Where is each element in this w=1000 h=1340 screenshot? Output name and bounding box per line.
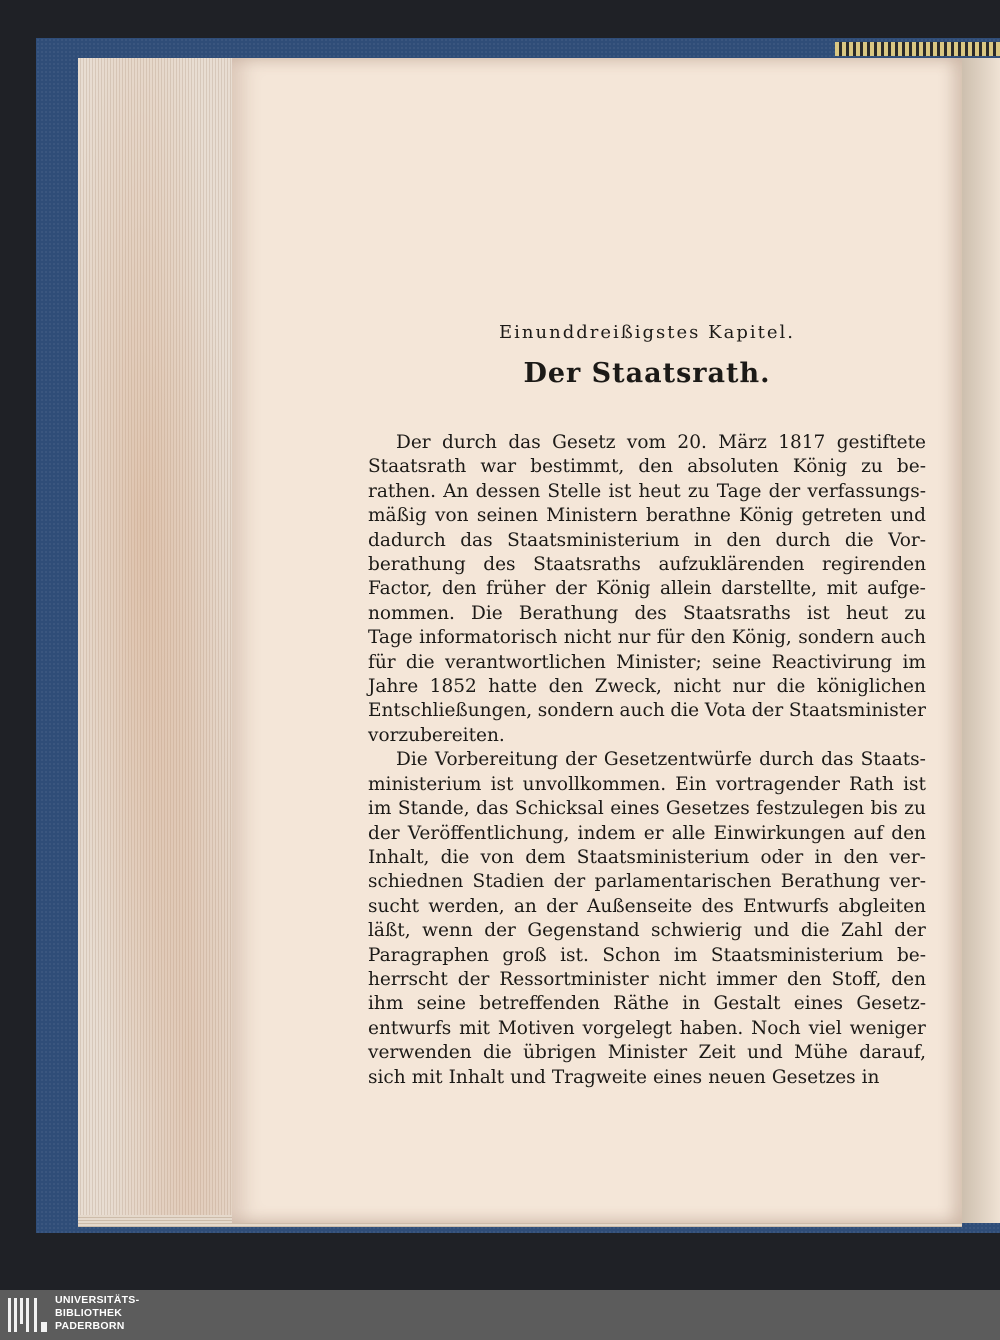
text-line xyxy=(368,919,926,943)
word: Tage xyxy=(368,627,413,649)
word: Die xyxy=(396,749,428,771)
word: Mühe xyxy=(794,1042,848,1064)
text-line xyxy=(368,1041,926,1065)
word: Zweck, xyxy=(594,676,662,698)
word: be- xyxy=(896,944,926,966)
word: Stande, xyxy=(397,798,470,820)
word: viel xyxy=(808,1017,842,1039)
word: übrigen xyxy=(523,1042,597,1064)
word: unvollkommen. xyxy=(522,773,667,795)
word: Staatsminister xyxy=(788,700,926,722)
word: Entwurfs xyxy=(743,895,829,917)
word: 1852 xyxy=(429,676,477,698)
word: das xyxy=(460,529,493,551)
chapter-title: Der Staatsrath. xyxy=(523,358,771,389)
word: der xyxy=(457,968,490,990)
word: Einwirkungen xyxy=(713,822,846,844)
text-line xyxy=(368,846,926,870)
word: in xyxy=(814,846,833,868)
word: festzulegen xyxy=(756,798,865,820)
word: Staatsministerium xyxy=(710,944,884,966)
page-text xyxy=(368,322,926,1090)
word: getreten xyxy=(801,505,882,527)
text-line xyxy=(368,992,926,1016)
word: früher xyxy=(486,578,546,600)
word: das xyxy=(476,798,509,820)
word: sondern xyxy=(537,700,614,722)
word: den xyxy=(638,456,674,478)
word: Gegenstand xyxy=(527,920,640,942)
text-line xyxy=(368,431,926,455)
logo-line-3: PADERBORN xyxy=(55,1320,125,1332)
word: zu xyxy=(904,798,926,820)
word: König, xyxy=(731,627,792,649)
word: zu xyxy=(904,602,926,624)
word: Zeit xyxy=(698,1042,736,1064)
word: neuen xyxy=(708,1066,766,1088)
word: der xyxy=(768,480,801,502)
word: berathne xyxy=(645,505,731,527)
word: ist xyxy=(903,773,926,795)
word: absoluten xyxy=(687,456,779,478)
word: An xyxy=(443,480,469,502)
word: dadurch xyxy=(368,529,446,551)
word: sich xyxy=(368,1066,406,1088)
word: Staatsministerium xyxy=(576,846,750,868)
word: mit xyxy=(411,1066,443,1088)
word: den xyxy=(726,529,762,551)
word: Stelle xyxy=(547,480,602,502)
word: be- xyxy=(896,456,926,478)
word: war xyxy=(480,456,517,478)
word: Staatsraths xyxy=(533,554,641,576)
word: ihm xyxy=(368,993,404,1015)
word: Vorbereitung xyxy=(434,749,559,771)
text-line xyxy=(368,773,926,797)
word: den xyxy=(843,846,879,868)
text-line xyxy=(368,797,926,821)
word: mit xyxy=(459,1017,490,1039)
text-line xyxy=(368,748,926,772)
word: aufge- xyxy=(867,578,926,600)
paragraph-2 xyxy=(368,748,926,1090)
word: in xyxy=(682,993,701,1015)
word: vorzubereiten. xyxy=(368,724,505,746)
word: des xyxy=(483,554,516,576)
word: die xyxy=(800,920,830,942)
word: vom xyxy=(626,432,667,453)
word: sondern xyxy=(798,627,875,649)
paragraph-1 xyxy=(368,431,926,748)
word: Factor, xyxy=(368,578,433,600)
word: aufzuklärenden xyxy=(658,554,805,576)
word: König xyxy=(596,578,651,600)
text-line xyxy=(368,1066,926,1090)
word: auch xyxy=(619,700,665,722)
word: den xyxy=(548,676,584,698)
word: heut xyxy=(638,480,681,502)
word: den xyxy=(786,968,822,990)
text-line xyxy=(368,944,926,968)
word: bestimmt, xyxy=(530,456,625,478)
word: Ministern xyxy=(546,505,638,527)
word: der xyxy=(546,895,578,917)
word: Gesetzes xyxy=(665,798,750,820)
word: seine xyxy=(712,651,762,673)
word: Die xyxy=(471,602,503,624)
word: entwurfs xyxy=(368,1017,452,1039)
word: groß xyxy=(502,944,547,966)
word: der xyxy=(894,920,926,942)
text-line xyxy=(368,577,926,601)
word: Stoff, xyxy=(831,968,882,990)
word: nicht xyxy=(673,676,721,698)
word: Zahl xyxy=(841,920,883,942)
word: Paragraphen xyxy=(368,944,489,966)
word: Schon xyxy=(602,944,661,966)
word: allein xyxy=(660,578,712,600)
word: hatte xyxy=(488,676,538,698)
word: auch xyxy=(880,627,926,649)
word: Gesetz- xyxy=(856,993,926,1015)
book-headband xyxy=(835,42,1000,56)
word: sucht xyxy=(368,895,420,917)
word: ist xyxy=(608,480,632,502)
word: der xyxy=(368,822,400,844)
word: Gesetzentwürfe xyxy=(603,749,752,771)
text-line xyxy=(368,455,926,479)
word: eines xyxy=(610,798,660,820)
word: ist. xyxy=(560,944,589,966)
word: durch xyxy=(775,529,831,551)
word: regirenden xyxy=(822,554,926,576)
word: Staats- xyxy=(860,749,926,771)
word: dem xyxy=(525,846,566,868)
text-line xyxy=(368,822,926,846)
word: betreffenden xyxy=(479,993,600,1015)
word: durch xyxy=(442,432,497,453)
word: Stadien xyxy=(472,871,545,893)
word: in xyxy=(694,529,712,551)
word: nur xyxy=(732,676,766,698)
word: weniger xyxy=(849,1017,926,1039)
word: Der xyxy=(396,432,431,453)
word: vorgelegt xyxy=(582,1017,672,1039)
word: die xyxy=(405,651,435,673)
word: herrscht xyxy=(368,968,448,990)
library-logo-text xyxy=(55,1294,139,1333)
word: von xyxy=(480,846,515,868)
word: Vor- xyxy=(888,529,926,551)
logo-line-2: BIBLIOTHEK xyxy=(55,1307,123,1319)
word: an xyxy=(513,895,537,917)
word: immer xyxy=(716,968,777,990)
word: nommen. xyxy=(368,602,455,624)
word: seinen xyxy=(476,505,538,527)
word: darauf, xyxy=(859,1042,926,1064)
word: März xyxy=(718,432,767,453)
word: Entschließungen, xyxy=(368,700,533,722)
word: 20. xyxy=(677,432,707,453)
word: verfassungs- xyxy=(807,480,926,502)
word: im xyxy=(673,944,698,966)
text-line xyxy=(368,724,926,748)
word: König xyxy=(792,456,848,478)
word: heut xyxy=(845,602,889,624)
word: ministerium xyxy=(368,773,482,795)
word: das xyxy=(821,749,854,771)
word: mäßig xyxy=(368,505,427,527)
word: den xyxy=(690,627,726,649)
word: abgleiten xyxy=(838,895,926,917)
word: ver- xyxy=(889,871,926,893)
word: im xyxy=(902,651,926,673)
word: Inhalt xyxy=(448,1066,505,1088)
text-line xyxy=(368,529,926,553)
word: Noch xyxy=(751,1017,801,1039)
word: dessen xyxy=(475,480,541,502)
word: wenn xyxy=(422,920,473,942)
word: die xyxy=(440,846,470,868)
word: Minister xyxy=(607,1042,688,1064)
word: oder xyxy=(760,846,804,868)
word: Außenseite xyxy=(587,895,693,917)
text-line xyxy=(368,480,926,504)
word: der xyxy=(565,749,597,771)
word: eines xyxy=(793,993,844,1015)
word: ver- xyxy=(889,846,926,868)
word: von xyxy=(435,505,469,527)
text-line xyxy=(368,553,926,577)
word: seine xyxy=(416,993,466,1015)
word: alle xyxy=(671,822,706,844)
word: Reactivirung xyxy=(771,651,893,673)
word: der xyxy=(553,871,586,893)
word: nur xyxy=(617,627,651,649)
word: Räthe xyxy=(613,993,669,1015)
word: in xyxy=(861,1066,880,1088)
word: und xyxy=(747,1042,783,1064)
text-line xyxy=(368,675,926,699)
word: König xyxy=(739,505,794,527)
text-line xyxy=(368,699,926,723)
word: die xyxy=(776,676,806,698)
text-line xyxy=(368,968,926,992)
word: schiednen xyxy=(368,871,464,893)
word: ist xyxy=(490,773,514,795)
word: Berathung xyxy=(518,602,619,624)
word: Ressortminister xyxy=(499,968,649,990)
word: für xyxy=(368,651,396,673)
word: Veröffentlichung, xyxy=(407,822,570,844)
word: königlichen xyxy=(816,676,926,698)
word: der xyxy=(751,700,784,722)
word: schwierig xyxy=(651,920,743,942)
word: nicht xyxy=(563,627,612,649)
word: die xyxy=(670,700,700,722)
word: werden, xyxy=(428,895,505,917)
word: den xyxy=(441,578,477,600)
word: Gestalt xyxy=(713,993,781,1015)
word: den xyxy=(891,968,926,990)
word: durch xyxy=(759,749,814,771)
word: Tragweite xyxy=(551,1066,647,1088)
word: zu xyxy=(861,456,883,478)
logo-line-1: UNIVERSITÄTS- xyxy=(55,1294,140,1306)
text-line xyxy=(368,895,926,919)
word: 1817 xyxy=(778,432,826,453)
word: die xyxy=(844,529,874,551)
word: das xyxy=(508,432,541,453)
library-footer xyxy=(0,1290,1000,1340)
word: und xyxy=(890,505,926,527)
word: Tage xyxy=(716,480,762,502)
text-line xyxy=(368,1017,926,1041)
chapter-heading: Einunddreißigstes Kapitel. xyxy=(499,322,795,343)
word: des xyxy=(701,895,734,917)
word: haben. xyxy=(679,1017,744,1039)
word: ist xyxy=(806,602,830,624)
word: indem xyxy=(577,822,636,844)
word: für xyxy=(656,627,685,649)
word: Rath xyxy=(849,773,894,795)
word: Inhalt, xyxy=(368,846,430,868)
text-line xyxy=(368,602,926,626)
word: Motiven xyxy=(497,1017,575,1039)
facing-page-edge xyxy=(962,58,1000,1223)
word: zu xyxy=(687,480,710,502)
word: der xyxy=(555,578,587,600)
library-logo-icon xyxy=(8,1298,48,1332)
word: Staatsraths xyxy=(682,602,791,624)
word: bis xyxy=(870,798,898,820)
word: Ein xyxy=(675,773,707,795)
text-line xyxy=(368,626,926,650)
word: parlamentarischen xyxy=(594,871,772,893)
word: er xyxy=(643,822,664,844)
word: läßt, xyxy=(368,920,411,942)
word: Schicksal xyxy=(514,798,604,820)
word: Staatsrath xyxy=(368,456,467,478)
word: des xyxy=(634,602,667,624)
text-line xyxy=(368,651,926,675)
word: und xyxy=(510,1066,546,1088)
word: verwenden xyxy=(368,1042,472,1064)
word: eines xyxy=(652,1066,703,1088)
word: der xyxy=(484,920,516,942)
word: rathen. xyxy=(368,480,436,502)
word: mit xyxy=(826,578,858,600)
word: Jahre xyxy=(368,676,419,698)
word: darstellte, xyxy=(721,578,817,600)
text-line xyxy=(368,504,926,528)
word: informatorisch xyxy=(419,627,558,649)
word: auf xyxy=(853,822,884,844)
word: die xyxy=(483,1042,512,1064)
word: Vota xyxy=(704,700,746,722)
word: gestiftete xyxy=(836,432,926,453)
word: Gesetzes xyxy=(771,1066,856,1088)
word: Staatsministerium xyxy=(507,529,680,551)
word: berathung xyxy=(368,554,466,576)
word: Minister; xyxy=(616,651,702,673)
word: verantwortlichen xyxy=(444,651,606,673)
word: Gesetz xyxy=(552,432,616,453)
word: Berathung xyxy=(780,871,881,893)
page-block-stains xyxy=(78,58,236,1223)
word: im xyxy=(368,798,392,820)
word: und xyxy=(753,920,790,942)
word: den xyxy=(891,822,926,844)
word: vortragender xyxy=(715,773,840,795)
word: nicht xyxy=(658,968,707,990)
text-line xyxy=(368,870,926,894)
